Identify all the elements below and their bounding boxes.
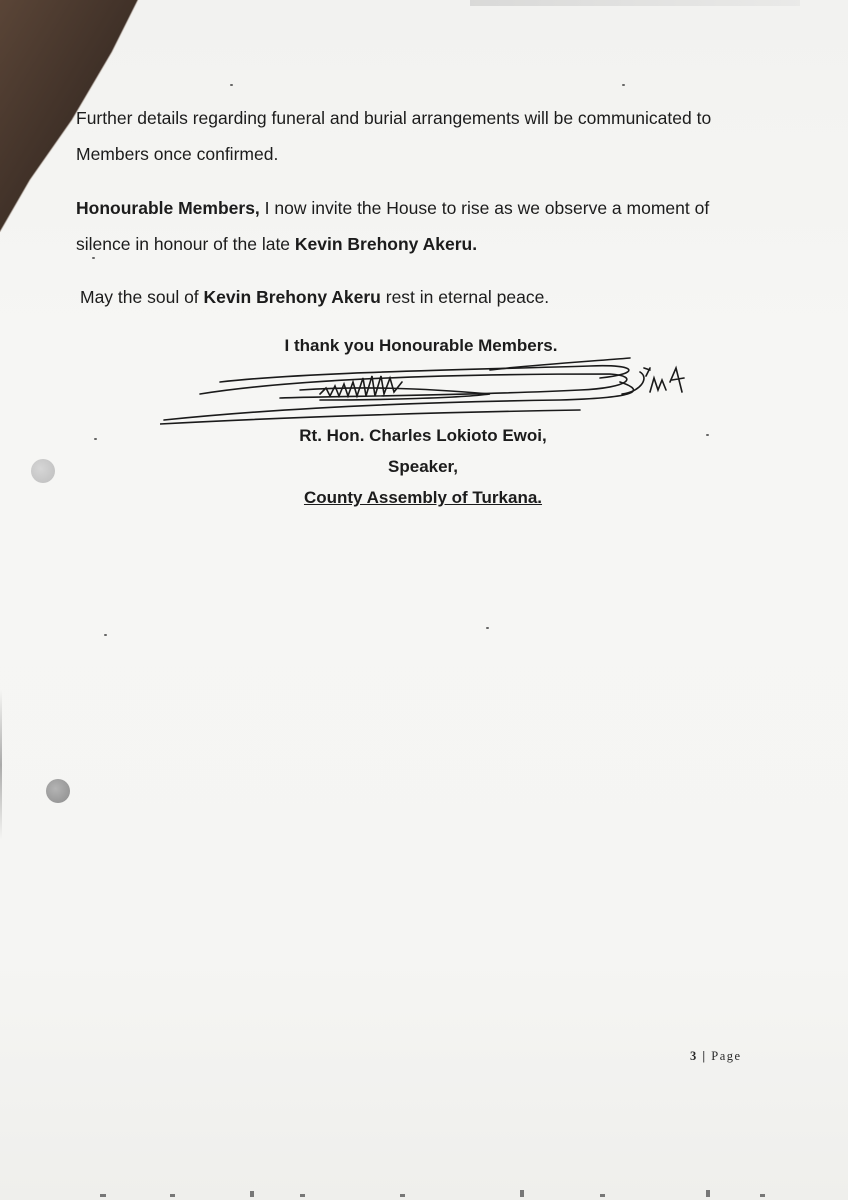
salutation: Honourable Members, [76, 198, 260, 218]
speck [94, 438, 97, 440]
punch-hole-bottom [46, 779, 70, 803]
page-separator: | [702, 1049, 707, 1063]
deceased-name: Kevin Brehony Akeru. [294, 234, 478, 254]
signatory-role: Speaker, [388, 457, 458, 476]
paragraph-rest-in-peace [80, 279, 770, 315]
silence-text: I now invite the House to rise as we observe a moment of silence in honour of the late [76, 198, 710, 254]
rip-suffix: rest in eternal peace. [380, 287, 550, 307]
speck [706, 434, 709, 436]
speck [92, 257, 95, 259]
deceased-name-2: Kevin Brehony Akeru [203, 287, 381, 307]
left-edge-shadow [0, 690, 2, 840]
paragraph-funeral-details: Further details regarding funeral and burial arrangements will be communicated to Members once confirmed. [76, 108, 712, 164]
top-edge-mark [470, 0, 800, 6]
page-number: 3 [690, 1049, 698, 1063]
closing-thanks: I thank you Honourable Members. [284, 336, 558, 355]
page-footer [690, 1049, 742, 1064]
speck [230, 84, 233, 86]
punch-hole-top [31, 459, 55, 483]
signatory-name: Rt. Hon. Charles Lokioto Ewoi, [299, 426, 547, 445]
page-label: Page [711, 1049, 742, 1063]
handwritten-signature [160, 352, 720, 432]
speck [104, 634, 107, 636]
rip-prefix: May the soul of [80, 287, 204, 307]
paragraph-moment-of-silence [76, 190, 766, 262]
speck [486, 627, 489, 629]
signatory-organization: County Assembly of Turkana. [303, 488, 543, 507]
bleed-through-marks [0, 1186, 848, 1200]
speck [622, 84, 625, 86]
